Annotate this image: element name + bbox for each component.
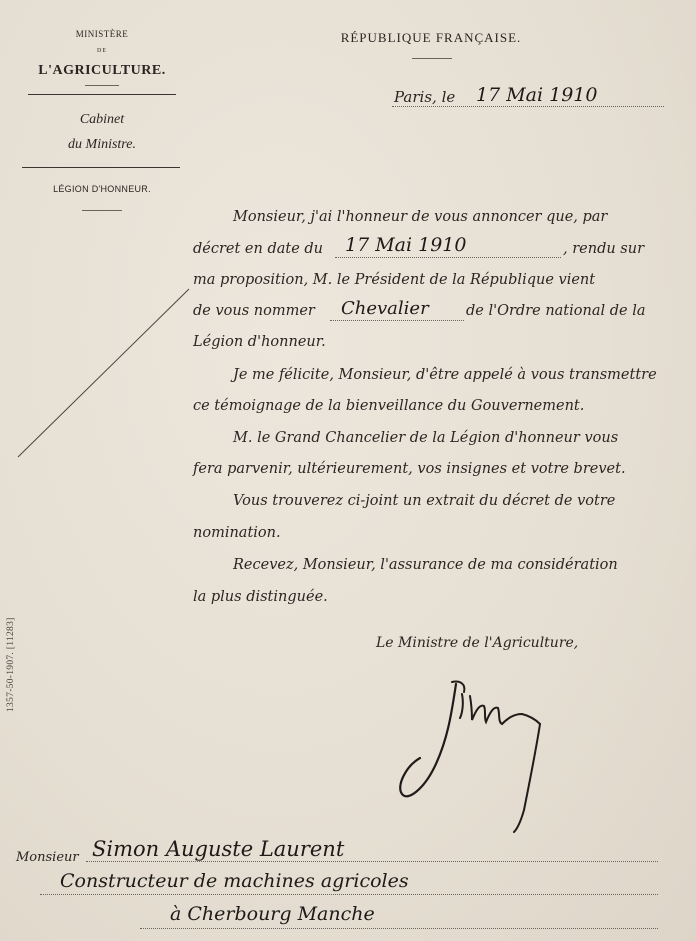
address-dotted-line — [140, 928, 658, 929]
addressee-location: à Cherbourg Manche — [170, 903, 375, 925]
republique-heading: RÉPUBLIQUE FRANÇAISE. — [340, 30, 522, 45]
dotted-fill-line — [330, 320, 464, 321]
body-line: de vous nommer — [193, 303, 315, 319]
minister-title: Le Ministre de l'Agriculture, — [376, 635, 579, 651]
body-line: ce témoignage de la bienveillance du Gouvernement. — [193, 398, 585, 414]
body-line: ma proposition, M. le Président de la République vient — [193, 272, 596, 288]
addressee-profession: Constructeur de machines agricoles — [60, 870, 409, 892]
divider — [82, 210, 122, 211]
body-line: , rendu sur — [563, 241, 645, 257]
address-dotted-line — [86, 861, 658, 862]
body-line: M. le Grand Chancelier de la Légion d'honneur vous — [233, 430, 619, 446]
handwritten-signature — [390, 670, 560, 840]
ministere-label: MINISTÈRE — [75, 29, 129, 39]
du-ministre-label: du Ministre. — [68, 137, 136, 152]
body-line: la plus distinguée. — [193, 589, 328, 605]
de-label: DE — [97, 48, 107, 54]
margin-pen-stroke — [14, 285, 194, 465]
divider — [22, 167, 180, 168]
date-handwritten: 17 Mai 1910 — [476, 84, 598, 106]
print-code: 1357-50-1907. [11283] — [6, 617, 16, 712]
address-dotted-line — [40, 894, 658, 895]
legion-label: LÉGION D'HONNEUR. — [53, 184, 151, 194]
date-prefix: Paris, le — [394, 88, 456, 106]
dotted-fill-line — [335, 257, 561, 258]
body-line: Légion d'honneur. — [193, 334, 326, 350]
decree-date-handwritten: 17 Mai 1910 — [345, 234, 467, 256]
addressee-name: Simon Auguste Laurent — [92, 837, 345, 861]
cabinet-label: Cabinet — [79, 112, 125, 127]
ministry-name: L'AGRICULTURE. — [38, 63, 166, 78]
addressee-label: Monsieur — [16, 850, 79, 865]
rank-handwritten: Chevalier — [341, 298, 429, 319]
body-line: Recevez, Monsieur, l'assurance de ma considération — [233, 557, 618, 573]
divider — [28, 94, 176, 95]
divider — [412, 58, 452, 59]
date-dotted-line — [392, 106, 664, 107]
body-line: nomination. — [193, 525, 281, 541]
divider — [85, 85, 119, 86]
body-line: fera parvenir, ultérieurement, vos insignes et votre brevet. — [193, 461, 626, 477]
body-line: Monsieur, j'ai l'honneur de vous annoncer que, par — [233, 209, 608, 225]
body-line: Vous trouverez ci-joint un extrait du décret de votre — [233, 493, 616, 509]
body-line: de l'Ordre national de la — [466, 303, 646, 319]
body-line: décret en date du — [193, 241, 324, 257]
body-line: Je me félicite, Monsieur, d'être appelé à vous transmettre — [233, 367, 657, 383]
